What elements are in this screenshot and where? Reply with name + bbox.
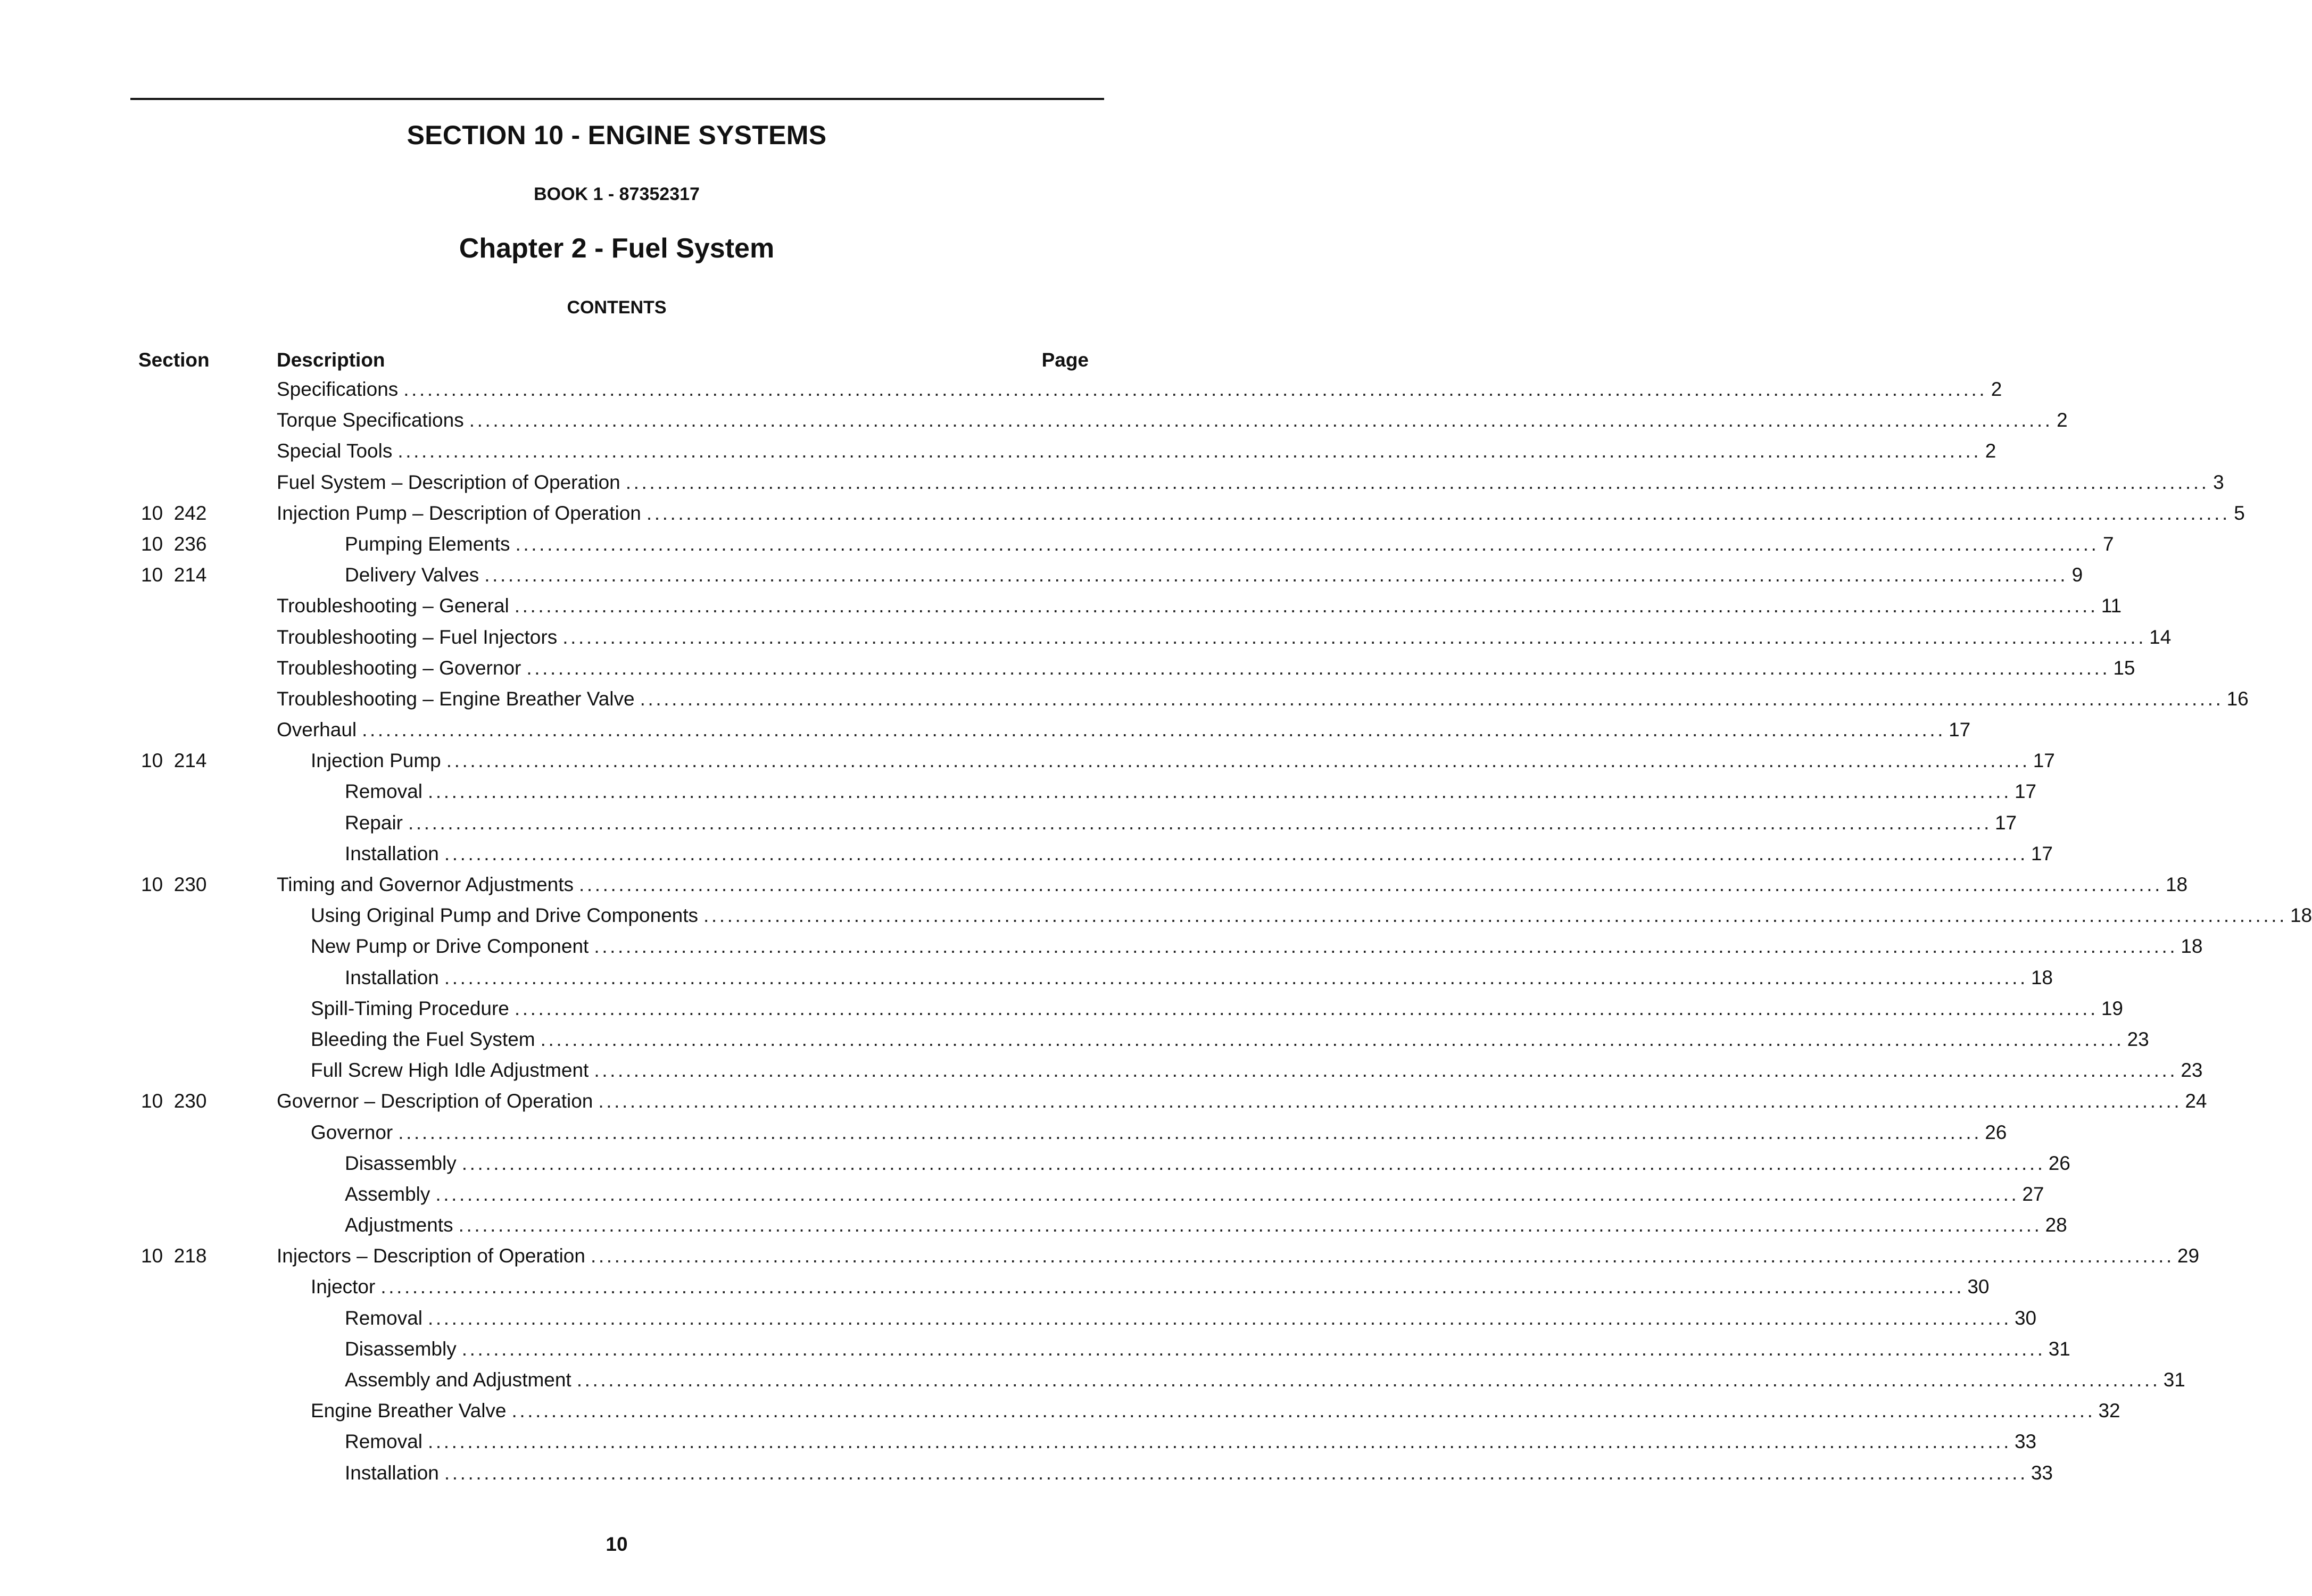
toc-row xyxy=(0,996,2123,1027)
toc-row xyxy=(0,1306,2037,1337)
toc-description: Delivery Valves xyxy=(345,564,479,586)
toc-page-number: 23 xyxy=(2127,1028,2149,1050)
toc-description: Fuel System – Description of Operation xyxy=(277,471,620,493)
toc-page-number: 33 xyxy=(2014,1431,2037,1453)
toc-row xyxy=(0,439,1996,470)
toc-page-number: 18 xyxy=(2165,874,2188,895)
dot-leader: ........................................................................................................................................................................................................ xyxy=(515,533,2099,555)
toc-entry xyxy=(345,563,2083,587)
toc-description: Using Original Pump and Drive Components xyxy=(311,904,699,927)
dot-leader: ........................................................................................................................................................................................................ xyxy=(646,502,2230,524)
toc-page-number: 15 xyxy=(2113,656,2135,679)
dot-leader: ........................................................................................................................................................................................................ xyxy=(540,1028,2124,1050)
toc-row xyxy=(0,1027,2149,1058)
dot-leader: ........................................................................................................................................................................................................ xyxy=(428,1431,2011,1453)
toc-section-number: 10 230 xyxy=(141,1090,207,1112)
toc-page-number: 17 xyxy=(2033,750,2055,772)
toc-row xyxy=(0,811,2017,842)
toc-row xyxy=(0,779,2037,810)
dot-leader: ........................................................................................................................................................................................................ xyxy=(398,1121,1982,1143)
toc-row xyxy=(0,718,1971,749)
toc-page-number: 2 xyxy=(1991,378,2002,400)
dot-leader: ........................................................................................................................................................................................................ xyxy=(594,935,2178,958)
book-title: BOOK 1 - 87352317 xyxy=(534,184,700,204)
toc-section-number: 10 218 xyxy=(141,1245,207,1267)
toc-description: Governor xyxy=(311,1121,393,1143)
dot-leader: ........................................................................................................................................................................................................ xyxy=(526,656,2110,679)
dot-leader: ........................................................................................................................................................................................................ xyxy=(380,1276,1965,1298)
dot-leader: ........................................................................................................................................................................................................ xyxy=(703,904,2287,927)
dot-leader: ........................................................................................................................................................................................................ xyxy=(458,1214,2042,1236)
dot-leader: ........................................................................................................................................................................................................ xyxy=(428,780,2011,803)
toc-section-number: 10 242 xyxy=(141,502,207,524)
toc-page-number: 17 xyxy=(1949,719,1971,741)
dot-leader: ........................................................................................................................................................................................................ xyxy=(598,1090,2182,1112)
dot-leader: ........................................................................................................................................................................................................ xyxy=(403,378,1987,400)
toc-page-number: 30 xyxy=(1967,1276,1990,1298)
toc-description: Repair xyxy=(345,811,403,834)
dot-leader: ........................................................................................................................................................................................................ xyxy=(444,966,2028,988)
dot-leader: ........................................................................................................................................................................................................ xyxy=(469,409,2053,431)
dot-leader: ........................................................................................................................................................................................................ xyxy=(484,564,2068,586)
toc-row xyxy=(0,1213,2067,1244)
toc-page-number: 31 xyxy=(2048,1337,2070,1360)
toc-entry xyxy=(345,1306,2037,1331)
dot-leader: ........................................................................................................................................................................................................ xyxy=(362,719,1946,741)
toc-row xyxy=(0,1429,2037,1460)
toc-description: Injection Pump xyxy=(311,750,441,772)
toc-description: Troubleshooting – General xyxy=(277,595,509,617)
toc-entry xyxy=(345,779,2037,804)
toc-page-number: 18 xyxy=(2181,935,2203,958)
toc-row xyxy=(0,1244,2200,1275)
dot-leader: ........................................................................................................................................................................................................ xyxy=(594,1059,2178,1082)
toc-entry xyxy=(277,656,2135,680)
toc-row xyxy=(0,1337,2070,1368)
toc-row xyxy=(0,532,2114,563)
toc-entry xyxy=(311,996,2123,1021)
toc-page-number: 26 xyxy=(2048,1152,2070,1174)
toc-description: Disassembly xyxy=(345,1152,457,1174)
toc-page-number: 24 xyxy=(2185,1090,2207,1112)
toc-description: Full Screw High Idle Adjustment xyxy=(311,1059,589,1082)
dot-leader: ........................................................................................................................................................................................................ xyxy=(444,842,2028,864)
toc-row xyxy=(0,687,2249,718)
toc-entry xyxy=(345,1337,2070,1361)
toc-page-number: 23 xyxy=(2181,1059,2203,1082)
toc-row xyxy=(0,625,2172,656)
toc-entry xyxy=(345,842,2053,866)
toc-description: Engine Breather Valve xyxy=(311,1400,507,1422)
toc-section-number: 10 214 xyxy=(141,564,207,586)
toc-page-number: 16 xyxy=(2226,687,2249,710)
toc-entry xyxy=(345,1368,2185,1392)
toc-page-number: 26 xyxy=(1985,1121,2007,1143)
toc-page-number: 9 xyxy=(2071,564,2083,586)
toc-description: Special Tools xyxy=(277,440,393,462)
toc-entry xyxy=(345,1151,2070,1176)
page-number: 10 xyxy=(606,1533,628,1555)
toc-description: Pumping Elements xyxy=(345,533,510,555)
toc-entry xyxy=(311,1027,2149,1052)
toc-page-number: 19 xyxy=(2101,997,2123,1019)
chapter-title: Chapter 2 - Fuel System xyxy=(459,233,775,264)
toc-entry xyxy=(311,903,2312,928)
toc-page-number: 29 xyxy=(2177,1245,2200,1267)
top-rule xyxy=(130,98,1104,100)
toc-description: New Pump or Drive Component xyxy=(311,935,589,958)
toc-description: Troubleshooting – Engine Breather Valve xyxy=(277,687,635,710)
toc-entry xyxy=(311,749,2055,773)
toc-entry xyxy=(277,687,2249,711)
toc-row xyxy=(0,563,2083,594)
toc-row xyxy=(0,377,2002,408)
section-title: SECTION 10 - ENGINE SYSTEMS xyxy=(407,120,827,150)
toc-description: Specifications xyxy=(277,378,399,400)
toc-description: Disassembly xyxy=(345,1337,457,1360)
toc-entry xyxy=(345,1213,2067,1237)
toc-row xyxy=(0,1399,2120,1429)
toc-entry xyxy=(277,501,2245,526)
toc-page-number: 2 xyxy=(2057,409,2068,431)
toc-row xyxy=(0,501,2245,532)
dot-leader: ........................................................................................................................................................................................................ xyxy=(514,997,2098,1019)
toc-entry xyxy=(345,1429,2037,1454)
toc-entry xyxy=(345,1461,2053,1485)
toc-row xyxy=(0,1089,2207,1120)
toc-page-number: 31 xyxy=(2163,1369,2185,1391)
toc-page-number: 17 xyxy=(1994,811,2017,834)
toc-row xyxy=(0,842,2053,872)
toc-entry xyxy=(277,470,2224,495)
toc-row xyxy=(0,1275,1990,1306)
toc-row xyxy=(0,1151,2070,1182)
toc-description: Injection Pump – Description of Operation xyxy=(277,502,641,524)
toc-description: Removal xyxy=(345,1431,422,1453)
toc-entry xyxy=(311,1120,2007,1145)
toc-row xyxy=(0,966,2053,996)
dot-leader: ........................................................................................................................................................................................................ xyxy=(514,595,2098,617)
dot-leader: ........................................................................................................................................................................................................ xyxy=(576,1369,2160,1391)
toc-page-number: 27 xyxy=(2022,1183,2044,1205)
toc-entry xyxy=(277,625,2172,650)
toc-description: Overhaul xyxy=(277,719,357,741)
toc-page-number: 17 xyxy=(2031,842,2053,864)
toc-description: Bleeding the Fuel System xyxy=(311,1028,535,1050)
toc-entry xyxy=(311,934,2203,959)
dot-leader: ........................................................................................................................................................................................................ xyxy=(446,750,2030,772)
toc-section-number: 10 230 xyxy=(141,874,207,895)
toc-entry xyxy=(277,408,2068,433)
toc-row xyxy=(0,1058,2203,1089)
toc-description: Removal xyxy=(345,1307,422,1329)
toc-row xyxy=(0,1368,2185,1399)
toc-description: Troubleshooting – Governor xyxy=(277,656,521,679)
toc-entry xyxy=(277,377,2002,402)
toc-row xyxy=(0,656,2135,687)
toc-description: Assembly xyxy=(345,1183,430,1205)
toc-page-number: 7 xyxy=(2102,533,2114,555)
dot-leader: ........................................................................................................................................................................................................ xyxy=(579,874,2162,895)
toc-description: Installation xyxy=(345,966,439,988)
toc-row xyxy=(0,749,2055,779)
toc-entry xyxy=(277,439,1996,463)
toc-page-number: 18 xyxy=(2031,966,2053,988)
toc-description: Timing and Governor Adjustments xyxy=(277,874,574,895)
page-column-header: Page xyxy=(1041,349,1089,371)
toc-page-number: 2 xyxy=(1985,440,1996,462)
toc-entry xyxy=(345,811,2017,835)
dot-leader: ........................................................................................................................................................................................................ xyxy=(640,687,2224,710)
toc-entry xyxy=(277,718,1971,742)
toc-section-number: 10 214 xyxy=(141,750,207,772)
toc-row xyxy=(0,408,2068,439)
toc-page-number: 3 xyxy=(2213,471,2224,493)
toc-description: Troubleshooting – Fuel Injectors xyxy=(277,626,558,648)
toc-page-number: 14 xyxy=(2149,626,2172,648)
toc-entry xyxy=(345,966,2053,990)
toc-row xyxy=(0,903,2312,934)
dot-leader: ........................................................................................................................................................................................................ xyxy=(397,440,1982,462)
dot-leader: ........................................................................................................................................................................................................ xyxy=(461,1337,2045,1360)
toc-row xyxy=(0,470,2224,501)
toc-description: Installation xyxy=(345,1461,439,1484)
toc-row xyxy=(0,1120,2007,1151)
toc-entry xyxy=(311,1275,1990,1299)
table-of-contents xyxy=(0,377,2312,1492)
toc-description: Assembly and Adjustment xyxy=(345,1369,571,1391)
toc-row xyxy=(0,934,2203,965)
toc-entry xyxy=(311,1058,2203,1083)
toc-page-number: 33 xyxy=(2031,1461,2053,1484)
toc-page-number: 32 xyxy=(2098,1400,2120,1422)
dot-leader: ........................................................................................................................................................................................................ xyxy=(461,1152,2045,1174)
toc-entry xyxy=(277,1244,2200,1268)
dot-leader: ........................................................................................................................................................................................................ xyxy=(511,1400,2095,1422)
toc-entry xyxy=(277,594,2122,618)
toc-description: Torque Specifications xyxy=(277,409,464,431)
section-column-header: Section xyxy=(138,349,210,371)
toc-row xyxy=(0,1461,2053,1492)
toc-description: Adjustments xyxy=(345,1214,453,1236)
toc-description: Removal xyxy=(345,780,422,803)
dot-leader: ........................................................................................................................................................................................................ xyxy=(408,811,1992,834)
description-column-header: Description xyxy=(277,349,385,371)
toc-row xyxy=(0,1182,2044,1213)
toc-page-number: 5 xyxy=(2234,502,2245,524)
toc-page-number: 30 xyxy=(2014,1307,2037,1329)
toc-page-number: 11 xyxy=(2101,595,2122,617)
dot-leader: ........................................................................................................................................................................................................ xyxy=(444,1461,2028,1484)
toc-page-number: 18 xyxy=(2290,904,2312,927)
toc-description: Injectors – Description of Operation xyxy=(277,1245,585,1267)
toc-description: Installation xyxy=(345,842,439,864)
contents-heading: CONTENTS xyxy=(567,297,667,318)
toc-description: Injector xyxy=(311,1276,376,1298)
dot-leader: ........................................................................................................................................................................................................ xyxy=(562,626,2147,648)
dot-leader: ........................................................................................................................................................................................................ xyxy=(590,1245,2174,1267)
toc-description: Governor – Description of Operation xyxy=(277,1090,593,1112)
toc-entry xyxy=(345,532,2114,556)
toc-entry xyxy=(277,1089,2207,1113)
toc-entry xyxy=(345,1182,2044,1207)
toc-row xyxy=(0,594,2122,625)
dot-leader: ........................................................................................................................................................................................................ xyxy=(625,471,2209,493)
toc-section-number: 10 236 xyxy=(141,533,207,555)
dot-leader: ........................................................................................................................................................................................................ xyxy=(428,1307,2011,1329)
toc-entry xyxy=(311,1399,2120,1423)
toc-row xyxy=(0,872,2188,903)
toc-page-number: 28 xyxy=(2045,1214,2067,1236)
toc-description: Spill-Timing Procedure xyxy=(311,997,509,1019)
toc-entry xyxy=(277,872,2188,897)
toc-page-number: 17 xyxy=(2014,780,2037,803)
dot-leader: ........................................................................................................................................................................................................ xyxy=(435,1183,2019,1205)
